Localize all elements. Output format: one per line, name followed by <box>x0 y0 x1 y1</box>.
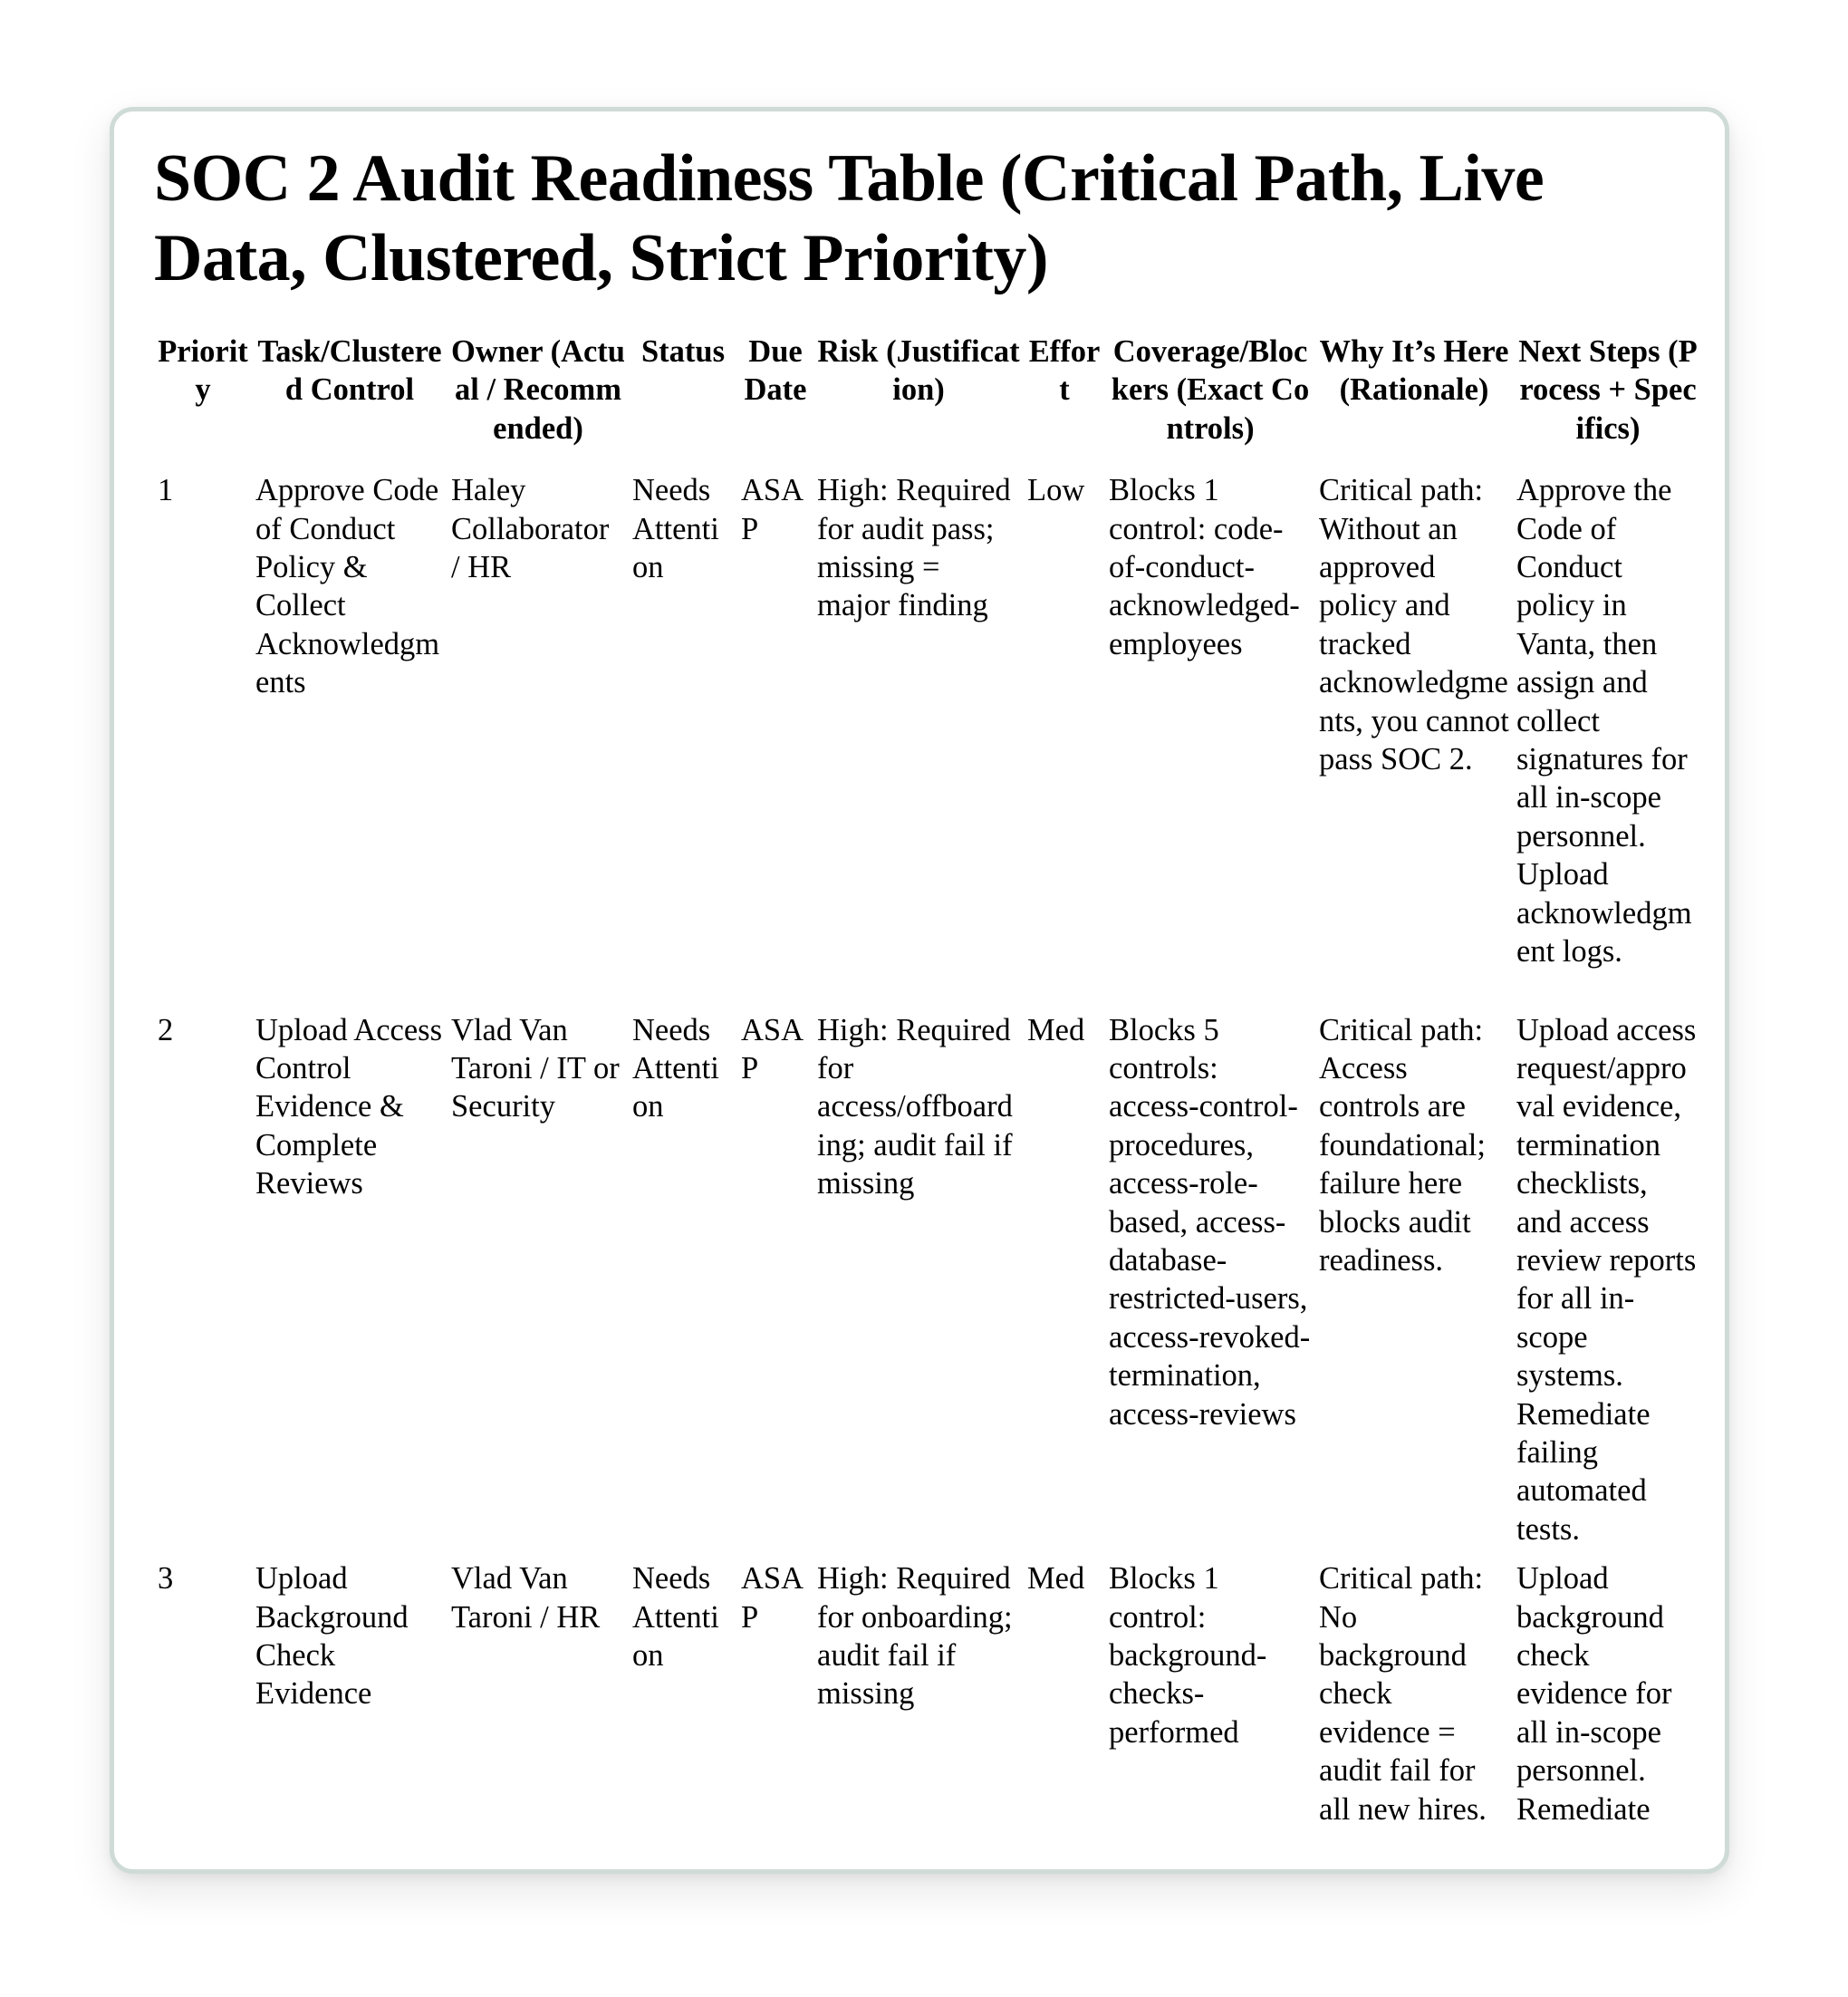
cell-next-steps: Upload background check evidence for all in-scope personnel. Remediate <box>1516 1561 1672 1827</box>
column-header-risk: Risk (Justification) <box>817 334 1020 408</box>
cell-due-date: ASAP <box>741 473 804 546</box>
column-header-due-date: Due Date <box>744 334 807 408</box>
cell-status: Needs Attention <box>632 473 719 585</box>
cell-priority: 1 <box>158 473 174 508</box>
document-content <box>154 139 1703 1868</box>
cell-effort: Low <box>1027 473 1085 508</box>
column-header-status: Status <box>640 334 726 369</box>
cell-due-date: ASAP <box>741 1561 804 1635</box>
column-header-owner: Owner (Actual / Recommended) <box>451 334 625 446</box>
cell-next-steps: Approve the Code of Conduct policy in Vanta, then assign and collect signatures for all in-scope personnel. Upload acknowledgment logs. <box>1516 473 1692 970</box>
cell-why: Critical path: Access controls are foundational; failure here blocks audit readiness. <box>1319 1012 1486 1278</box>
table-row <box>154 471 1703 1010</box>
cell-owner: Vlad Van Taroni / HR <box>451 1561 601 1635</box>
column-header-coverage: Coverage/Blockers (Exact Controls) <box>1111 334 1310 446</box>
document-card <box>110 107 1729 1874</box>
table-row <box>154 1011 1703 1560</box>
column-header-priority: Priority <box>158 334 248 408</box>
cell-risk: High: Required for access/offboarding; audit fail if missing <box>817 1012 1013 1201</box>
column-header-why: Why It’s Here (Rationale) <box>1319 334 1509 408</box>
table-row <box>154 1559 1703 1868</box>
audit-readiness-table <box>154 333 1703 1868</box>
cell-coverage: Blocks 5 controls: access-control-procedures, access-role-based, access-database-restricted-users, access-revoked-termination, access-reviews <box>1109 1012 1311 1432</box>
cell-due-date: ASAP <box>741 1012 804 1085</box>
cell-priority: 3 <box>158 1561 174 1597</box>
table-header-row <box>154 333 1703 471</box>
cell-coverage: Blocks 1 control: background-checks-performed <box>1109 1561 1267 1750</box>
cell-task: Approve Code of Conduct Policy & Collect Acknowledgments <box>255 473 440 700</box>
page-title: SOC 2 Audit Readiness Table (Critical Path, Live Data, Clustered, Strict Priority) <box>154 141 1545 295</box>
cell-coverage: Blocks 1 control: code-of-conduct-acknowledged-employees <box>1109 473 1300 661</box>
cell-risk: High: Required for audit pass; missing = major finding <box>817 473 1011 623</box>
cell-status: Needs Attention <box>632 1012 719 1124</box>
cell-task: Upload Background Check Evidence <box>255 1561 409 1712</box>
cell-status: Needs Attention <box>632 1561 719 1673</box>
cell-risk: High: Required for onboarding; audit fail if missing <box>817 1561 1013 1712</box>
cell-why: Critical path: No background check evidence = audit fail for all new hires. <box>1319 1561 1487 1827</box>
cell-effort: Med <box>1027 1561 1085 1597</box>
cell-owner: Vlad Van Taroni / IT or Security <box>451 1012 620 1124</box>
column-header-next-steps: Next Steps (Process + Specifics) <box>1518 334 1698 446</box>
column-header-effort: Effort <box>1028 334 1101 408</box>
cell-next-steps: Upload access request/approval evidence, termination checklists, and access review reports for all in-scope systems. Remediate failing automated tests. <box>1516 1012 1697 1547</box>
cell-effort: Med <box>1027 1012 1085 1047</box>
cell-owner: Haley Collaborator / HR <box>451 473 610 585</box>
cell-task: Upload Access Control Evidence & Complete Reviews <box>255 1012 442 1201</box>
cell-why: Critical path: Without an approved policy and tracked acknowledgments, you cannot pass SOC 2. <box>1319 473 1509 777</box>
cell-priority: 2 <box>158 1012 174 1047</box>
column-header-task: Task/Clustered Control <box>257 334 442 408</box>
